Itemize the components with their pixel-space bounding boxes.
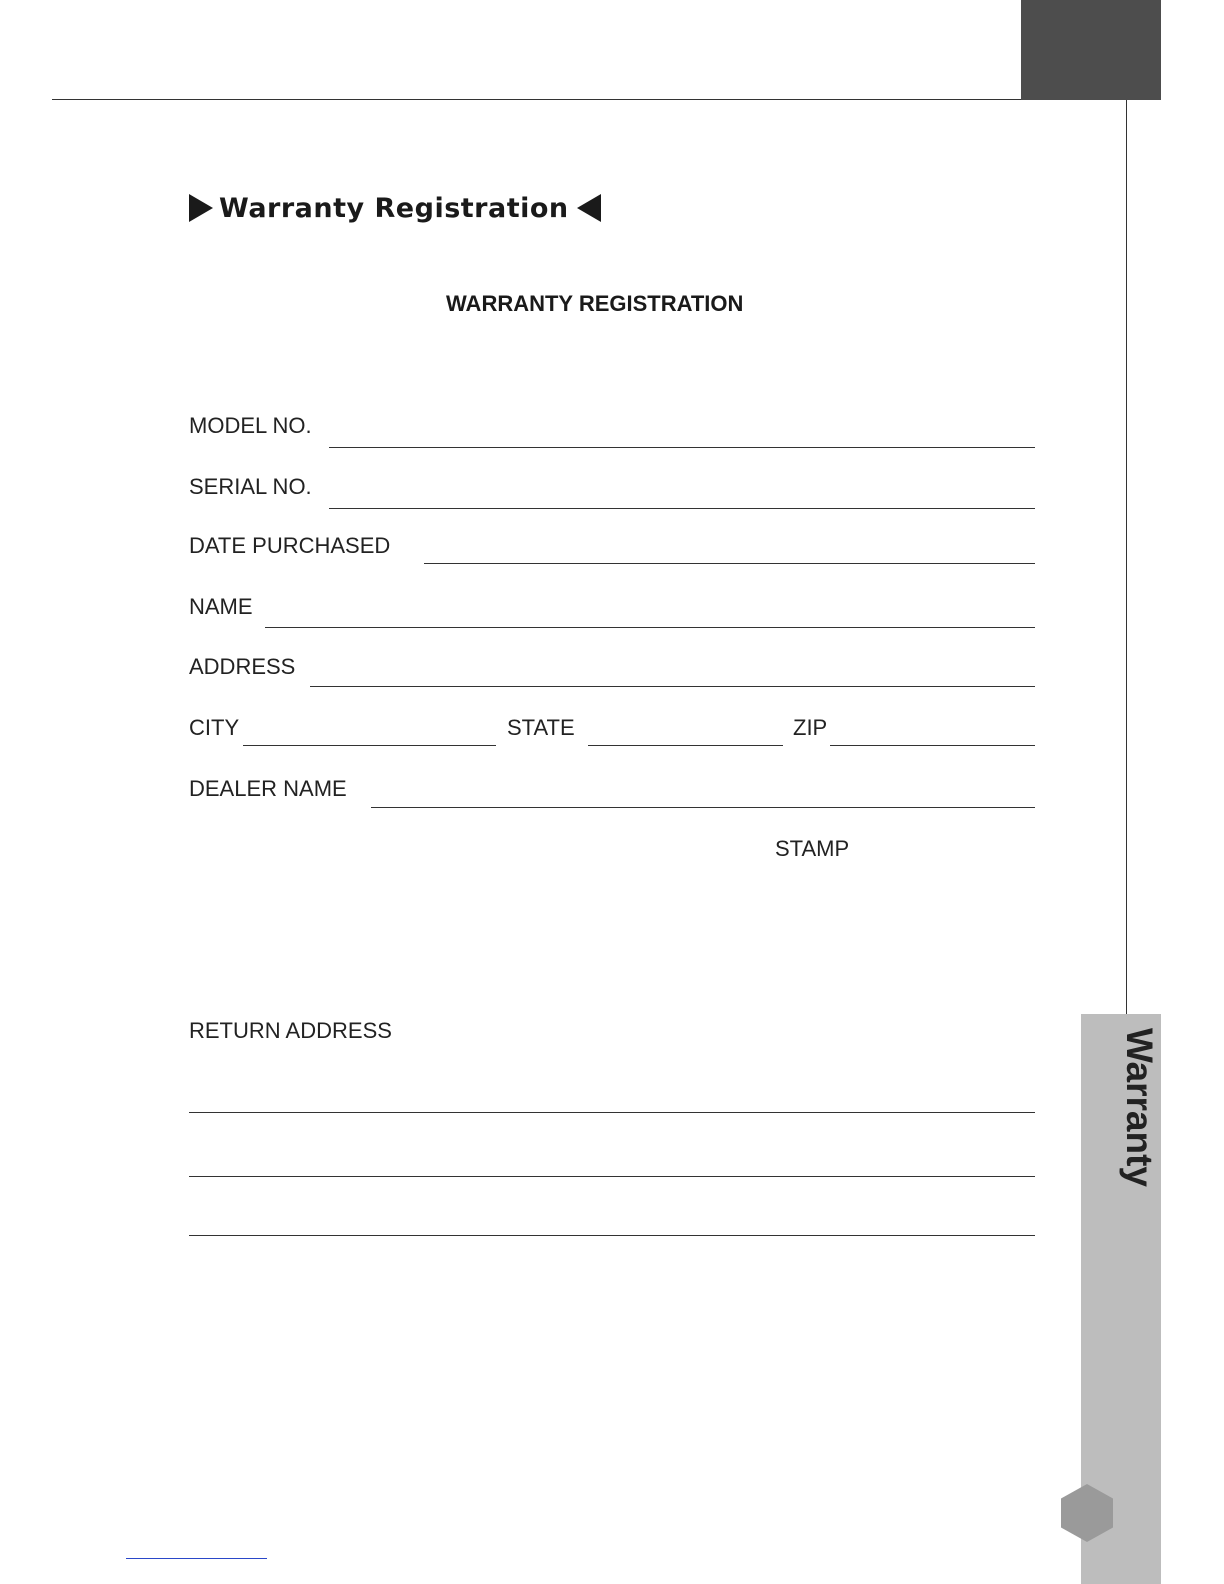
name-label: NAME — [189, 594, 253, 619]
top-rule — [52, 99, 1021, 100]
section-header — [189, 190, 601, 226]
state-label: STATE — [507, 715, 575, 740]
return-address-line-2[interactable] — [189, 1176, 1035, 1177]
state-field[interactable] — [588, 745, 783, 746]
city-label: CITY — [189, 715, 240, 740]
zip-label: ZIP — [793, 715, 828, 740]
address-field[interactable] — [310, 686, 1035, 687]
model-no-label: MODEL NO. — [189, 413, 312, 438]
dealer-name-field[interactable] — [371, 807, 1035, 808]
footer-link-underline — [126, 1558, 267, 1559]
serial-no-field[interactable] — [329, 508, 1035, 509]
return-address-label: RETURN ADDRESS — [189, 1018, 392, 1043]
date-purchased-label: DATE PURCHASED — [189, 533, 391, 558]
return-address-line-3[interactable] — [189, 1235, 1035, 1236]
city-field[interactable] — [243, 745, 496, 746]
side-rule — [1126, 100, 1127, 1014]
triangle-right-icon — [189, 194, 213, 222]
return-address-line-1[interactable] — [189, 1112, 1035, 1113]
address-label: ADDRESS — [189, 654, 296, 679]
triangle-left-icon — [577, 194, 601, 222]
stamp-label: STAMP — [775, 836, 850, 861]
serial-no-label: SERIAL NO. — [189, 474, 312, 499]
model-no-field[interactable] — [329, 447, 1035, 448]
date-purchased-field[interactable] — [424, 563, 1035, 564]
section-header-title: Warranty Registration — [219, 192, 569, 224]
corner-block — [1021, 0, 1161, 100]
zip-field[interactable] — [830, 745, 1035, 746]
name-field[interactable] — [265, 627, 1035, 628]
form-title: WARRANTY REGISTRATION — [446, 291, 744, 316]
side-tab-label: Warranty — [1119, 1028, 1160, 1188]
dealer-name-label: DEALER NAME — [189, 776, 347, 801]
